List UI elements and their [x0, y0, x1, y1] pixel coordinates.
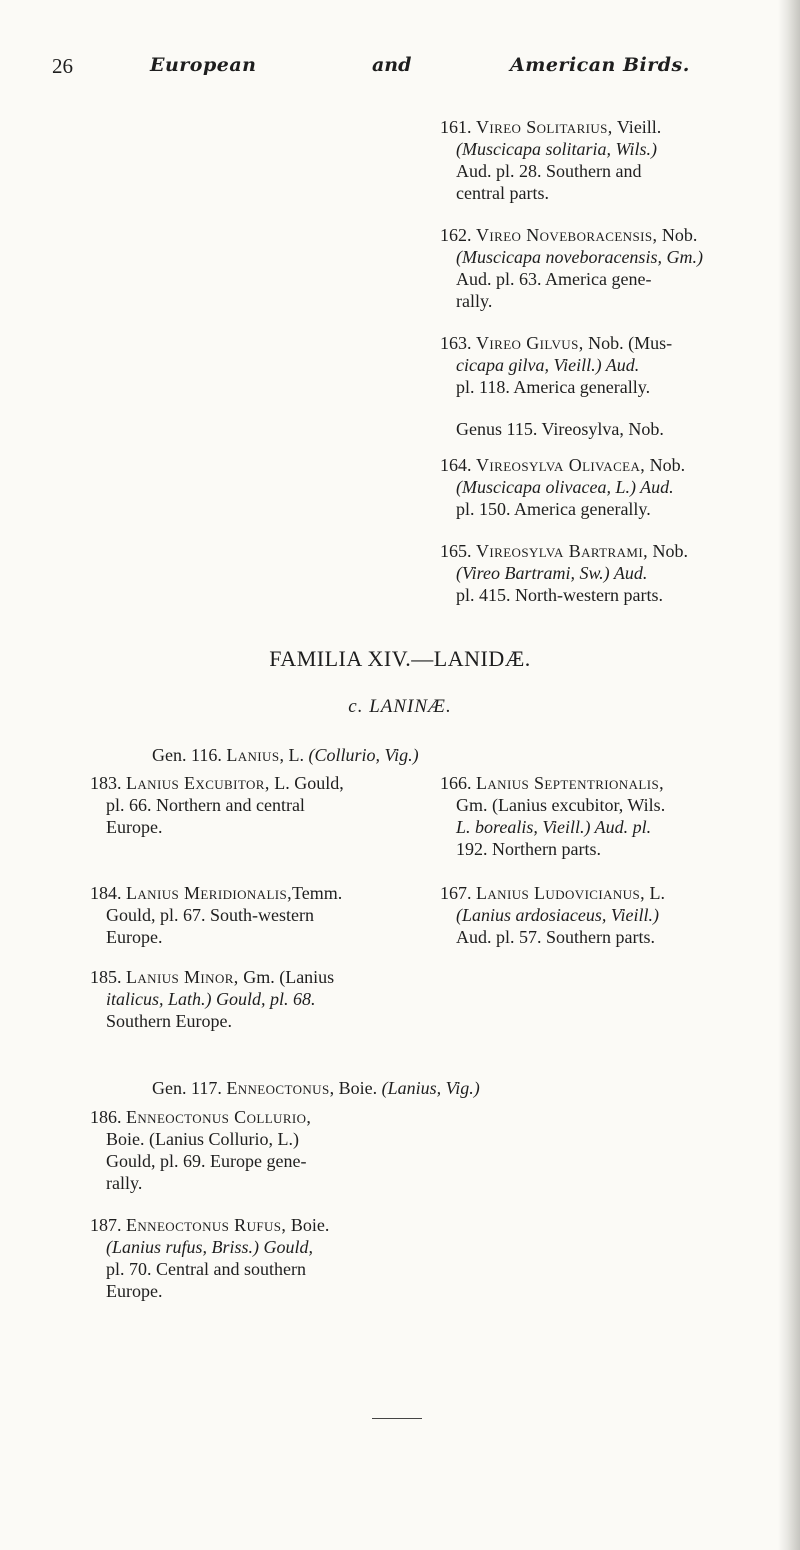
entry-186: [90, 1106, 420, 1194]
entry-number: 164.: [440, 455, 472, 475]
entry-line: (Lanius rufus, Briss.) Gould,: [106, 1237, 314, 1257]
entry-line: rally.: [456, 291, 493, 311]
entry-number: 183.: [90, 773, 122, 793]
entry-line: (Muscicapa noveboracensis, Gm.): [456, 247, 703, 267]
entry-number: 165.: [440, 541, 472, 561]
entry-line: 192. Northern parts.: [456, 839, 601, 859]
entry-line: (Lanius ardosiaceus, Vieill.): [456, 905, 659, 925]
entry-line: Southern Europe.: [106, 1011, 232, 1031]
entry-line: Europe.: [106, 927, 163, 947]
species-name: Enneoctonus Collurio,: [126, 1107, 312, 1127]
species-name: Vireo Noveboracensis,: [476, 225, 658, 245]
species-name: Vireosylva Bartrami,: [476, 541, 648, 561]
entry-line: Aud. pl. 57. Southern parts.: [456, 927, 655, 947]
species-name: Lanius Minor,: [126, 967, 239, 987]
page-number: 26: [52, 54, 73, 78]
entry-number: 163.: [440, 333, 472, 353]
species-name: Vireosylva Olivacea,: [476, 455, 646, 475]
entry-166: [440, 772, 770, 860]
entry-number: 162.: [440, 225, 472, 245]
entry-line: (Muscicapa olivacea, L.) Aud.: [456, 477, 674, 497]
entry-line: Europe.: [106, 1281, 163, 1301]
species-author: Gm. (Lanius: [238, 967, 335, 987]
entry-line: pl. 118. America generally.: [456, 377, 651, 397]
entry-167: [440, 882, 770, 948]
entry-line: pl. 150. America generally.: [456, 499, 651, 519]
entry-number: 167.: [440, 883, 472, 903]
species-author: Nob.: [657, 225, 698, 245]
species-name: Lanius Ludovicianus,: [476, 883, 645, 903]
entry-165: [440, 540, 770, 606]
entry-185: [90, 966, 420, 1032]
entry-line: Gould, pl. 67. South-western: [106, 905, 314, 925]
species-author: Nob.: [647, 541, 688, 561]
species-name: Vireo Gilvus,: [476, 333, 584, 353]
entry-line: pl. 70. Central and southern: [106, 1259, 306, 1279]
entry-line: Gould, pl. 69. Europe gene-: [106, 1151, 307, 1171]
entry-number: 161.: [440, 117, 472, 137]
species-author: Vieill.: [612, 117, 662, 137]
familia-heading: FAMILIA XIV.—LANIDÆ.: [269, 646, 531, 671]
entry-line: central parts.: [456, 183, 549, 203]
species-author: Nob.: [645, 455, 686, 475]
entry-162: [440, 224, 770, 312]
end-rule: [372, 1418, 422, 1419]
entry-number: 184.: [90, 883, 122, 903]
entry-164: [440, 454, 770, 520]
entry-number: 166.: [440, 773, 472, 793]
entry-line: (Muscicapa solitaria, Wils.): [456, 139, 657, 159]
species-name: Vireo Solitarius,: [476, 117, 613, 137]
entry-line: Aud. pl. 63. America gene-: [456, 269, 652, 289]
species-name: Lanius Septentrionalis,: [476, 773, 664, 793]
genus-115-heading: [440, 418, 770, 440]
species-author: Boie.: [286, 1215, 330, 1235]
header-title-word-1: European: [150, 54, 257, 76]
entry-183: [90, 772, 420, 838]
page-edge-shadow: [778, 0, 800, 1550]
entry-line: Aud. pl. 28. Southern and: [456, 161, 642, 181]
header-title-word-3: American Birds.: [510, 54, 690, 76]
species-author: Nob. (Mus-: [583, 333, 673, 353]
entry-number: 187.: [90, 1215, 122, 1235]
entry-line: cicapa gilva, Vieill.) Aud.: [456, 355, 640, 375]
entry-line: (Vireo Bartrami, Sw.) Aud.: [456, 563, 648, 583]
genus-heading-text: Genus 115. Vireosylva, Nob.: [456, 419, 664, 439]
entry-number: 185.: [90, 967, 122, 987]
genus-116-heading: Gen. 116. Lanius, L. (Collurio, Vig.): [152, 745, 419, 765]
entry-187: [90, 1214, 420, 1302]
species-name: Lanius Excubitor,: [126, 773, 270, 793]
entry-line: pl. 66. Northern and central: [106, 795, 305, 815]
entry-line: Europe.: [106, 817, 163, 837]
species-author: L.: [645, 883, 665, 903]
species-author: L. Gould,: [269, 773, 344, 793]
running-header: [0, 54, 800, 84]
species-name: Enneoctonus Rufus,: [126, 1215, 287, 1235]
entry-line: Gm. (Lanius excubitor, Wils.: [456, 795, 666, 815]
entry-163: [440, 332, 770, 398]
species-author: Temm.: [292, 883, 343, 903]
species-name: Lanius Meridionalis,: [126, 883, 293, 903]
entry-161: [440, 116, 770, 204]
subfamily-heading: c. LANINÆ.: [348, 696, 452, 717]
entry-line: pl. 415. North-western parts.: [456, 585, 663, 605]
entry-line: rally.: [106, 1173, 143, 1193]
entry-number: 186.: [90, 1107, 122, 1127]
entry-line: L. borealis, Vieill.) Aud. pl.: [456, 817, 652, 837]
entry-line: italicus, Lath.) Gould, pl. 68.: [106, 989, 316, 1009]
header-title-word-2: and: [372, 54, 412, 76]
entry-184: [90, 882, 420, 948]
entry-line: Boie. (Lanius Collurio, L.): [106, 1129, 299, 1149]
genus-117-heading: Gen. 117. Enneoctonus, Boie. (Lanius, Vig.): [152, 1078, 480, 1098]
